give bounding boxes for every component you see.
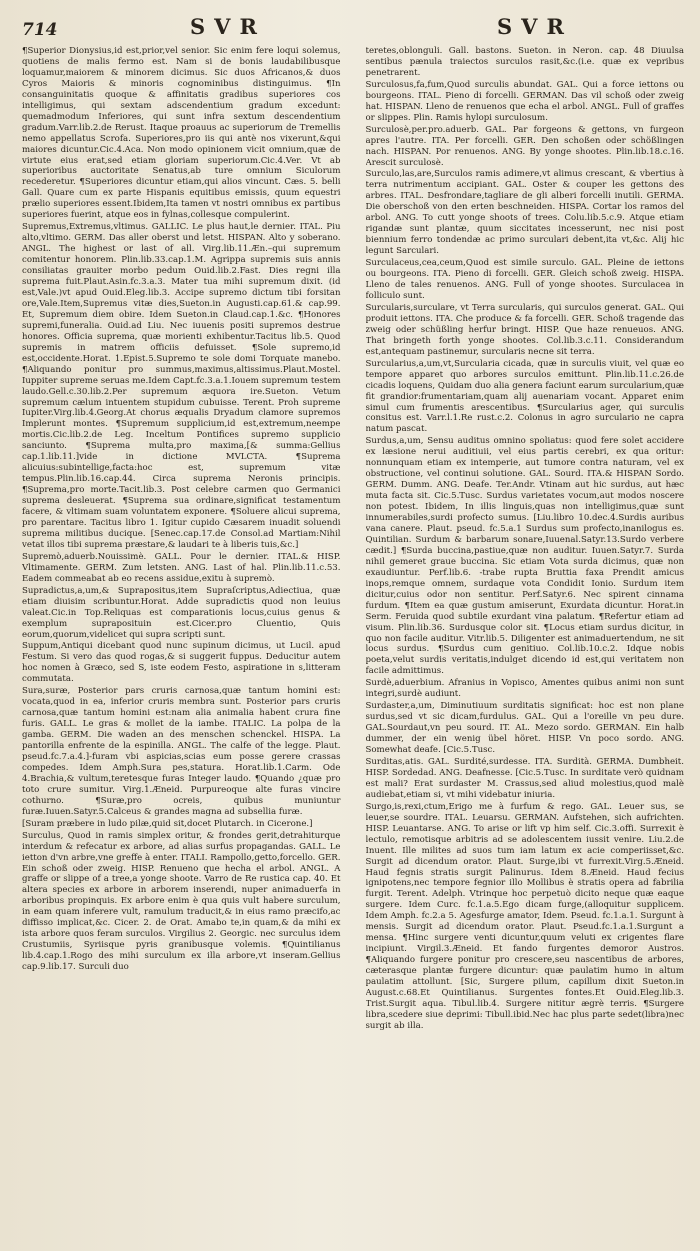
left-column [22, 46, 341, 1243]
entry-supremus: Supremus,Extremus,vltimus. GALLIC. Le plus haut,le dernier. ITAL. Piu alto,vltimo. GERM. Das aller oberst und letst. HISPAN. Alto y soberano. ANGL. The highest or last of all. Virg.lib.11.Æn.–qui supremum comitentur honorem. Plin.lib.33.cap.1.M. Agrippa supremis suis annis consiliatas grauiter morbo pedum Ouid.lib.2.Fast. Dies regni illa suprema fuit.Plaut.Asin.fc.3.a.3. Mater tua mihi supremum dixit. (id est,Vale.)vt apud Ouid.Eleg.lib.3. Accipe supremo dictum tibi forsitan ore,Vale.Item,Supremus vitæ dies,Sueton.in Augusti.cap.61.& cap.99. Et, Supremum diem obire. Idem Sueton.in Claud.cap.1.&c. ¶Honores supremi,funeralia. Ouid.ad Liu. Nec iuuenis positi supremos destrue honores. Officia suprema, quæ morienti exhibentur.Tacitus lib.5. Quod supremis in matrem officiis defuisset. ¶Sole supremo,id est,occidente.Horat. 1.Epist.5.Supremo te sole domi Torquate manebo. ¶Aliquando ponitur pro summus,maximus,altissimus.Plaut.Mostel. Iuppiter supreme seruas me.Idem Capt.fc.3.a.1.Iouem supremum testem laudo.Gell.c.30.lib.2.Per supremum æquora ire.Sueton. Vetum supremum cælum intuentem stupidum cubuisse. Terent. Proh supreme Iupiter.Virg.lib.4.Georg.At chorus æqualis Dryadum clamore supremos Implerunt montes. ¶Supremum supplicium,id est,extremum,neempe mortis.Cic.lib.2.de Leg. Inceltum Pontifices supremo supplicio sanciunto. ¶Suprema multa,pro maxima,[& summa:Gellius cap.1.lib.11.]vide in dictione MVLCTA. ¶Suprema alicuius:subintellige,facta:hoc est, supremum vitæ tempus.Plin.lib.16.cap.44. Circa suprema Neronis principis. ¶Suprema,pro morte.Tacit.lib.3. Post celebre carmen quo Germanici suprema desleuerat. ¶Suprema sua ordinare,significat testamentum facere, & vltimam suam voluntatem exponere. ¶Soluere alicui suprema, pro parentare. Tacitus libro 1. Igitur cupido Cæsarem inuadit soluendi suprema militibus ducique. [Senec.cap.17.de Consol.ad Martiam:Nihil vetat illos tibi suprema præstare,& laudari te à liberis tuis,&c.] [22, 222, 341, 550]
entry-supradictus: Supradictus,a,um,& Suprapositus,item Supraſcriptus,Adiectiua, quæ etiam diuisim scribuntur.Horat. Adde supradictis quod non leuius valeat.Cic.in Top.Reliquas est comparationis locus,cuius genus & exemplum supraposituin est.Cicer.pro Cluentio, Quis eorum,quorum,videlicet qui supra scripti sunt. [22, 585, 341, 640]
entry-surculosus: Surculosus,fa,fum,Quod surculis abundat. GAL. Qui a force iettons ou bourgeons. ITAL. Pieno di forcelli. GERMAN. Das vil schoß oder zweig hat. HISPAN. Lleno de renuenos que echa el arbol. ANGL. Full of graffes or slippes. Plin. Ramis hylopi surculosum. [365, 79, 684, 123]
column-divider [353, 46, 354, 1243]
entry-surculus: Surculus, Quod in ramis simplex oritur, & frondes gerit,detrahiturque interdum & refecatur ex arbore, ad alias surfus propagandas. GALL. Le ietton d'vn arbre,vne greffe à enter. ITALI. Rampollo,getto,forcello. GER. Ein schoß oder zweig. HISP. Renueno que hecha el arbol. ANGL. A graffe or slippe of a tree,a yonge shoote. Varro de Re rustica cap. 40. Et altera species ex arbore in arborem inserendi, nuper animaduerfa in arboribus propinquis. Ex arbore enim è qua quis vult habere surculum, in eam quam inferere vult, ramulum traducit,& in eius ramo præcifo,ac diffisso implicat,&c. Cicer. 2. de Orat. Amabo te,in quam,& da mihi ex ista arbore quos feram surculos. Virgilius 2. Georgic. nec surculus idem Crustumiis, Syriisque pyris granibusque volemis. ¶Quintilianus lib.4.cap.1.Rogo des mihi surculum ex illa arbore,vt inseram.Gellius cap.9.lib.17. Surculi duo [22, 830, 341, 973]
entry-surgo: Surgo,is,rexi,ctum,Erigo me à furfum & rego. GAL. Leuer sus, se leuer,se sourdre. ITAL. Leuarsu. GERMAN. Aufstehen, sich aufrichten. HISP. Leuantarse. ANG. To arise or lift vp him self. Cic.3.offi. Surrexit è lectulo, remotisque arbitris ad se adolescentem iussit venire. Liu.2.de Inuent. Ille milites ad suos tum iam latum ex acie comperiisset,&c. Surgit ad dicendum orator. Plaut. Surge,ibi vt furrexit.Virg.5.Æneid. Haud fegnis stratis surgit Palinurus. Idem 8.Æneid. Haud fecius ignipotens,nec tempore fegnior illo Mollibus è stratis opera ad fabrilia furgit. Terent. Adelph. Vtrinque hoc perpetuò dicito neque quæ eaque surgere. Idem Curc. fc.1.a.5.Ego dicam furge,(alloquitur supplicem. Idem Amph. fc.2.a 5. Agesfurge amator, Idem. Pseud. fc.1.a.1. Surgunt à mensis. Surgit ad dicendum orator. Plaut. Pseud.fc.1.a.1.Surgunt a mensa. ¶Hinc surgere venti dicuntur,quum veluti ex crigentes flare incipiunt. Virgil.3.Æneid. Et fando furgentes demoror Austros. ¶Aliquando furgere ponitur pro crescere,seu nascentibus de arbores, cæterasque plantæ furgere dicuntur: quæ paulatim humo in altum paulatim attollunt. [Sic, Surgere pilum, capillum dixit Sueton.in August.c.68.Et Quintilianus. Surgentes fontes.Et Ouid.Eleg.lib.3. Trist.Surgit aqua. Tibul.lib.4. Surgere nititur ægrè terris. ¶Surgere libra,scedere siue deprimi: Tibull.ibid.Nec hac plus parte sedet(libra)nec surgit ab illa. [365, 801, 684, 1031]
entry-surculo: Surculo,las,are,Surculos ramis adimere,vt alimus crescant, & vbertius à terra nutrimentum accipiant. GAL. Oster & couper les gettons des arbres. ITAL. Desfrondare,tagliare de gli alberi forcelli inutili. GERMA. Die oberschoß von den erten beschneiden. HISPA. Cortar los ramos del arbol. ANG. To cutt yonge shoots of trees. Colu.lib.5.c.9. Atque etiam rigandæ sunt plantæ, quum siccitates incesserunt, nec nisi post biennium ferro tondendæ ac primo surculari debent,ita vt,&c. Alij hic legunt Sarculari. [365, 169, 684, 257]
entry-sura: Sura,suræ, Posterior pars cruris carnosa,quæ tantum homini est: vocata,quod in ea, inferior cruris membra sunt. Posterior pars cruris carnosa,quæ tantum homini est:nam alia animalia habent crura fine furis. GALL. Le gras & mollet de la iambe. ITALIC. La polpa de la gamba. GERM. Die waden an des menschen schenckel. HISPA. La pantorilla enfrente de la espinilla. ANGL. The calfe of the legge. Plaut. pseud.fc.7.a.4.]-furam vbi aspicias,scias eum posse gerere crassas compedes. Idem Amph.Sura pes,statura. Horat.lib.1.Carm. Ode 4.Brachia,& vultum,teretesque furas Integer laudo. ¶Quando ¿quæ pro toto crure sumitur. Virg.1.Æneid. Purpureoque alte furas vincire cothurno. ¶Suræ,pro ocreis, quibus muniuntur furæ.Iuuen.Satyr.5.Calceus & grandes magna ad subsellia furæ. [22, 686, 341, 817]
entry-supremo: Supremò,aduerb.Nouissimè. GALL. Pour le dernier. ITAL.& HISP. Vltimamente. GERM. Zum letsten. ANG. Last of hal. Plin.lib.11.c.53. Eadem commeabat ab eo recens assidue,exitu à supremò. [22, 551, 341, 584]
entry-surculus-cont: teretes,oblonguli. Gall. bastons. Sueton. in Neron. cap. 48 Diuulsa sentibus pænula traiectos surculos rasit,&c.(i.e. quæ ex vepribus penetrarent. [365, 46, 684, 78]
entry-surculose: Surculosè,per.pro.aduerb. GAL. Par forgeons & gettons, vn furgeon apres l'autre. ITA. Per forcelli. GER. Den schoßen oder schößlingen nach. HISPAN. Por renuenos. ANG. By yonge shootes. Plin.lib.18.c.16. Arescit surculosè. [365, 124, 684, 168]
entry-surculaceus: Surculaceus,cea,ceum,Quod est simile surculo. GAL. Pleine de iettons ou bourgeons. ITA. Pieno di forcelli. GER. Gleich schoß zweig. HISPA. Lleno de tales renuenos. ANG. Full of yonge shootes. Surculacea in folliculo sunt. [365, 258, 684, 301]
entry-suram-praebere: [Suram præbere in ludo pilæ,quid sit,docet Plutarch. in Cicerone.] [22, 818, 313, 829]
entry-surcularis: Surcularis,surculare, vt Terra surcularis, qui surculos generat. GAL. Qui produit iettons. ITA. Che produce & fa forcelli. GER. Schoß tragende das zweig oder schüßling herfur bringt. HISP. Que haze renueuos. ANG. That bringeth forth yonge shootes. Col.lib.3.c.11. Considerandum est,antequam pastinemur, surcularis necne sit terra. [365, 302, 684, 357]
right-column [366, 46, 685, 1243]
entry-superior: ¶Superior Dionysius,id est,prior,vel senior. Sic enim fere loqui solemus, quotiens de malis fermo est. Nam si de bonis laudabilibusque loquamur,maiorem & minorem dicimus. Sic duos Africanos,& duos Cyros Maioris & minoris cognominibus distinguimus. ¶In consanguinitatis quoque & affinitatis gradibus superiores cos intelligimus, qui sextam adscendentium gradum excedunt: quemadmodum Inferiores, qui sunt infra sextum descendentium gradum.Varr.lib.2.de Rerust. Itaque proauus ac superiorum de Tremellis nemo appellatus Scrofa. Superiores,pro iis qui antè nos vixerunt,&qui maiores dicuntur.Cic.4.Aca. Non modo opinionem vicit omnium,quæ de virtute eius erat,sed etiam gloriam superiorum.Cic.4.Ver. Vt ab superioribus auctoritate Senatus,ab ture omnium Siculorum recederetur. ¶Superiores dicuntur etiam,qui alios vincunt. Cæs. 5. belli Gall. Quare cum ex parte Hispanis equitibus emissis, quum equestri prælio superiores essent.Ibidem,Ita tamen vt nostri omnibus ex partibus superiores fuerint, atque eos in fylnas,collesque compulerint. [22, 46, 341, 221]
two-column-body [22, 46, 684, 1243]
entry-surde: Surdè,aduerbium. Afranius in Vopisco, Amentes quibus animi non sunt integri,surdè audiunt. [365, 678, 684, 700]
running-head-left: SVR [190, 14, 266, 39]
entry-surditas: Surditas,atis. GAL. Surdité,surdesse. ITA. Surdità. GERMA. Dumbheit. HISP. Sordedad. ANG. Deafnesse. [Cic.5.Tusc. In surditate verò quidnam est mali? Erat surdaster M. Crassus,sed aliud molestius,quod malè audiebat,etiam si, vt mihi videbatur iniuria. [365, 757, 684, 800]
entry-suppum: Suppum,Antiqui dicebant quod nunc supinum dicimus, ut Lucil. apud Festum. Si vero das quod rogas,& si suggerit fuppus. Deducitur autem hoc nomen à Græco, sed S, iste eodem Festo, aspiratione in s,litteram commutata. [22, 641, 341, 685]
entry-surdus: Surdus,a,um, Sensu auditus omnino spoliatus: quod fere solet accidere ex læsione nerui auditiuii, vel eius partis cerebri, ex qua oritur: nonnunquam etiam ex intemperie, aut tumore contra naturam, vel ex obstructione, vel continui solutione. GAL. Sourd. ITA.& HISPAN Sordo. GERM. Dumm. ANG. Deafe. Ter.Andr. Vtinam aut hic surdus, aut hæc muta facta sit. Cic.5.Tusc. Surdus varietates vocum,aut modos noscere non potest. Ibidem, In illis linguis,quas non intelligimus,quæ sunt innumerabiles,surdi profecto sumus. [Liu.libro 10.dec.4.Surdis auribus vana canere. Plaut. pseud. fc.5.a.1 Surdus sum profecto,inanilogus es. Quintilian. Surdum & barbarum sonare,Iuuenal.Satyr.13.Surdo verbere cædit.] ¶Surda buccina,pastiue,quæ non auditur. Iuuen.Satyr.7. Surda nihil gemeret graue buccina. Sic etiam Vota surda dicimus, quæ non exaudiuntur. Perf.lib.6. -trabe rupta Bruttia faxa Prendit amicus inops,remque omnem, surdaque vota Condidit Ionio. Surdum item dicitur,cuius odor non sentitur. Perf.Satyr.6. Nec spirent cinnama furdum. ¶Item ea quæ gustum amiserunt, Exurdata dicuntur. Horat.in Serm. Feruida quod subtile exurdant vina palatum. ¶Refertur etiam ad visum. Plin.lib.36. Surdusque color sit. ¶Locus etiam surdus dicitur, in quo non facile auditur. Vitr.lib.5. Diligenter est animaduertendum, ne sit locus surdus. ¶Surdus cum genitiuo. Col.lib.10.c.2. Idque nobis poeta,velut surdis veritatis,indulget dicendo id est,qui veritatem non facile admittimus. [365, 436, 684, 677]
running-head-right: SVR [497, 14, 573, 39]
entry-surdaster: Surdaster,a,um, Diminutiuum surditatis significat: hoc est non plane surdus,sed vt sic dicam,furdulus. GAL. Qui a l'oreille vn peu dure. GAL.Sourdaut,vn peu sourd. IT. AL. Mezo sordo. GERMAN. Ein halb dummer, der ein wenig übel höret. HISP. Vn poco sordo. ANG. Somewhat deafe. [Cic.5.Tusc. [365, 701, 684, 756]
page-number: 714 [22, 20, 58, 40]
entry-surcularius: Surcularius,a,um,vt,Surcularia cicada, quæ in surculis viuit, vel quæ eo tempore apparet quo arbores surculos emittunt. Plin.lib.11.c.26.de cicadis loquens, Quidam duo alia genera faciunt earum surcularium,quæ fit grandior:frumentariam,quam alij auenariam vocant. Apparet enim simul cum frumentis arescentibus. ¶Surcularius ager, qui surculis consitus est. Varr.l.1.Re rust.c.2. Colonus in agro surculario ne capra natum pascat. [365, 358, 684, 435]
